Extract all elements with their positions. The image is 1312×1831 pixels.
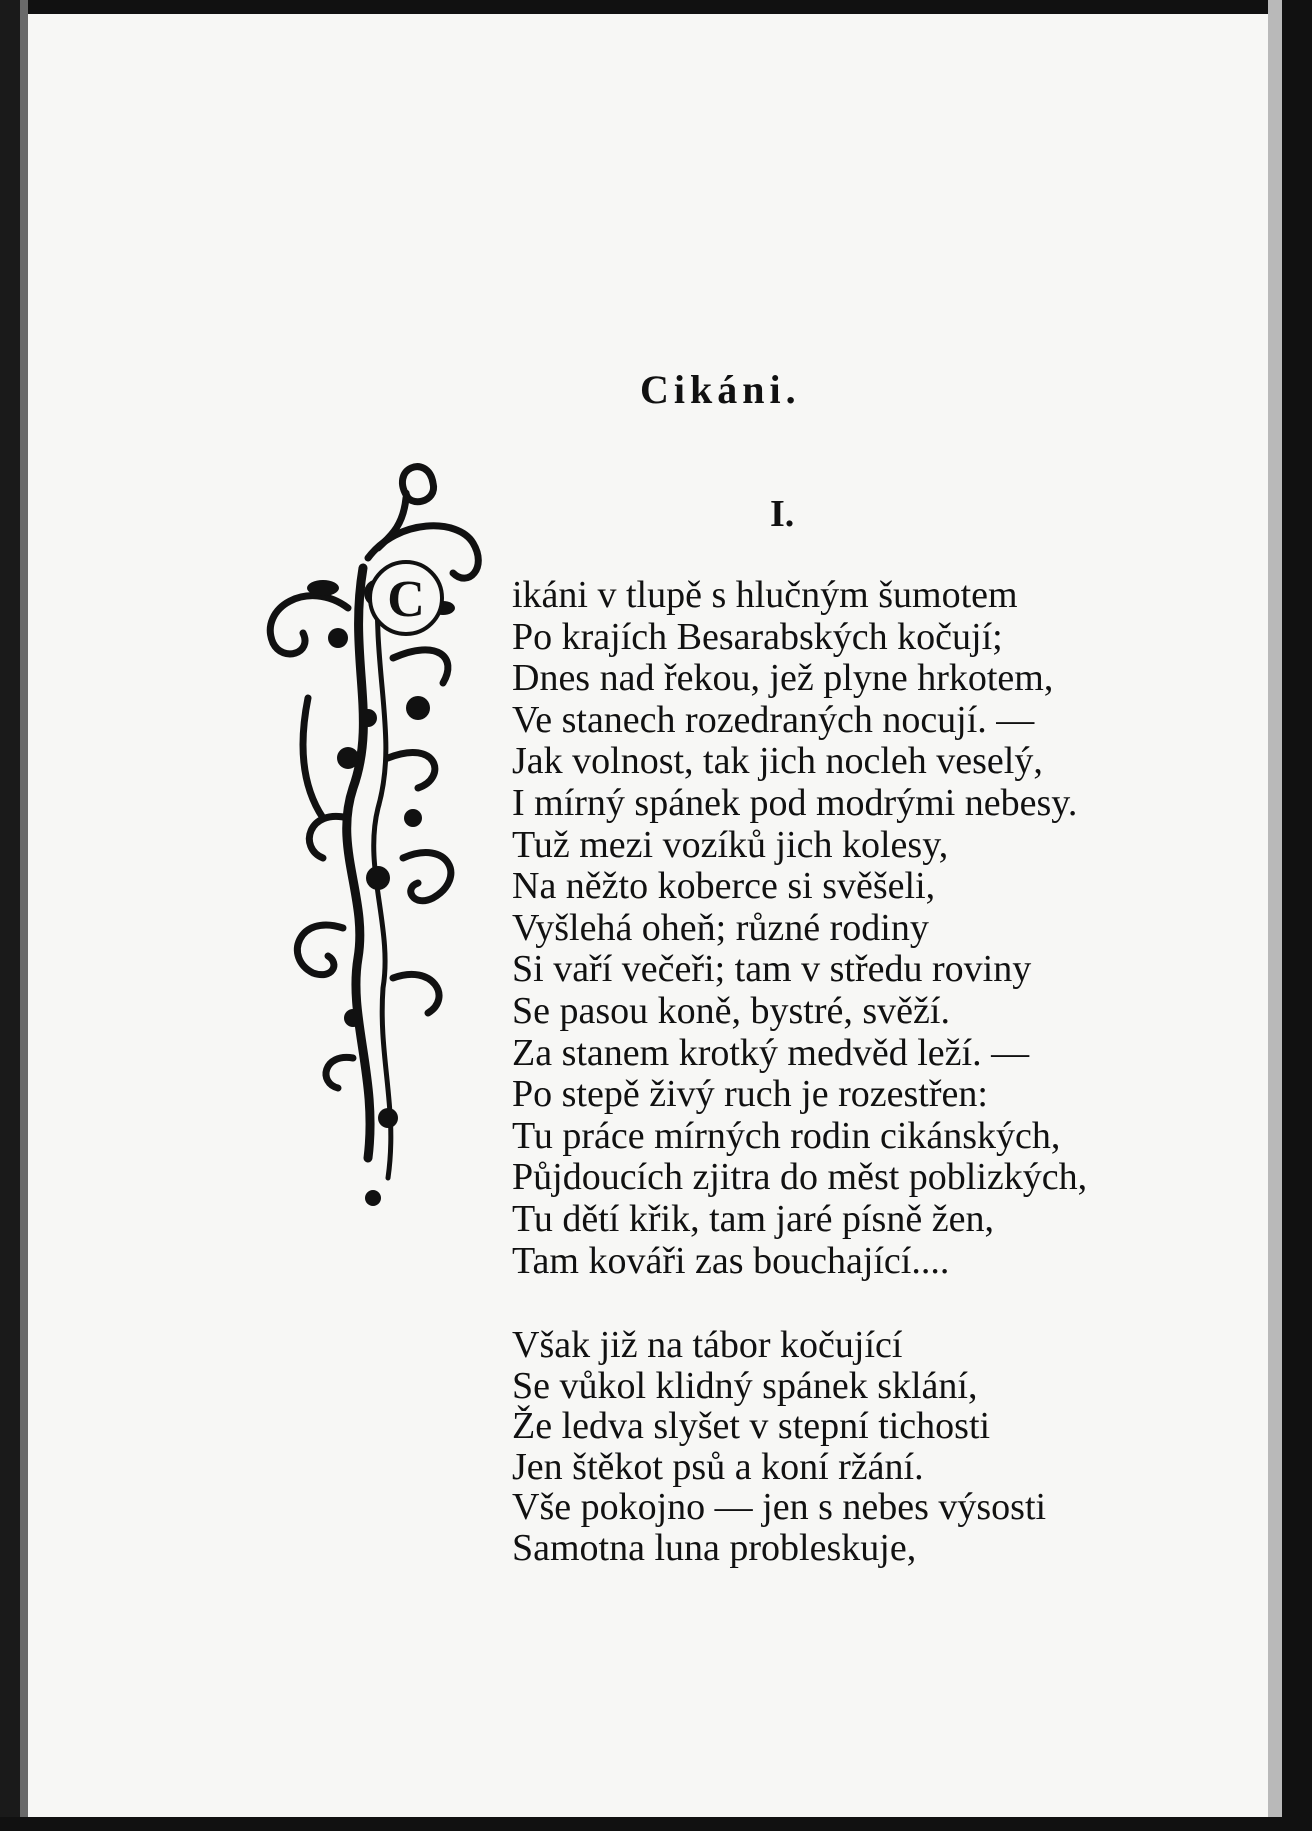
scan-edge-right-shadow: [1268, 0, 1282, 1831]
verse-line: Tu dětí křik, tam jaré písně žen,: [512, 1197, 994, 1240]
stanza-1: [512, 575, 1232, 1282]
verse-line: Půjdoucích zjitra do měst poblizkých,: [512, 1156, 1088, 1199]
verse-line: Ve stanech rozedraných nocují. —: [512, 698, 1035, 741]
initial-letter: C: [387, 571, 425, 628]
stanza-2: [512, 1325, 1232, 1568]
verse-line: Vše pokojno — jen s nebes výsosti: [512, 1486, 1047, 1528]
verse-line: I mírný spánek pod modrými nebesy.: [512, 781, 1078, 824]
verse-line: Tuž mezi vozíků jich kolesy,: [512, 823, 949, 866]
verse-line: Jak volnost, tak jich nocleh veselý,: [512, 740, 1043, 783]
scan-edge-right: [1282, 0, 1312, 1831]
scan-edge-bottom: [0, 1817, 1312, 1831]
verse-line: ikáni v tlupě s hlučným šumotem: [512, 574, 1018, 616]
verse-line: Se vůkol klidný spánek sklání,: [512, 1364, 978, 1407]
verse-line: Že ledva slyšet v stepní tichosti: [512, 1405, 991, 1447]
verse-line: Jen štěkot psů a koní ržání.: [512, 1445, 924, 1488]
verse-line: Však již na tábor kočující: [512, 1324, 903, 1366]
verse-line: Vyšlehá oheň; různé rodiny: [512, 906, 929, 949]
verse-line: Tam kováři zas bouchající....: [512, 1239, 950, 1282]
verse-line: Dnes nad řekou, jež plyne hrkotem,: [512, 657, 1054, 700]
poem-title: Cikáni.: [640, 367, 801, 412]
verse-line: Po stepě živý ruch je rozestřen:: [512, 1073, 988, 1116]
scan-edge-left-shadow: [20, 0, 28, 1831]
verse-line: Na něžto koberce si svěšeli,: [512, 865, 936, 908]
verse-line: Samotna luna probleskuje,: [512, 1526, 917, 1569]
verse-line: Tu práce mírných rodin cikánských,: [512, 1114, 1061, 1157]
verse-line: Po krajích Besarabských kočují;: [512, 615, 1003, 658]
ornamental-initial: [228, 458, 518, 1218]
section-number: I.: [770, 493, 795, 535]
verse-line: Si vaří večeři; tam v středu roviny: [512, 948, 1032, 991]
verse-line: Se pasou koně, bystré, svěží.: [512, 989, 950, 1032]
verse-line: Za stanem krotký medvěd leží. —: [512, 1031, 1030, 1074]
scan-edge-top: [0, 0, 1312, 14]
